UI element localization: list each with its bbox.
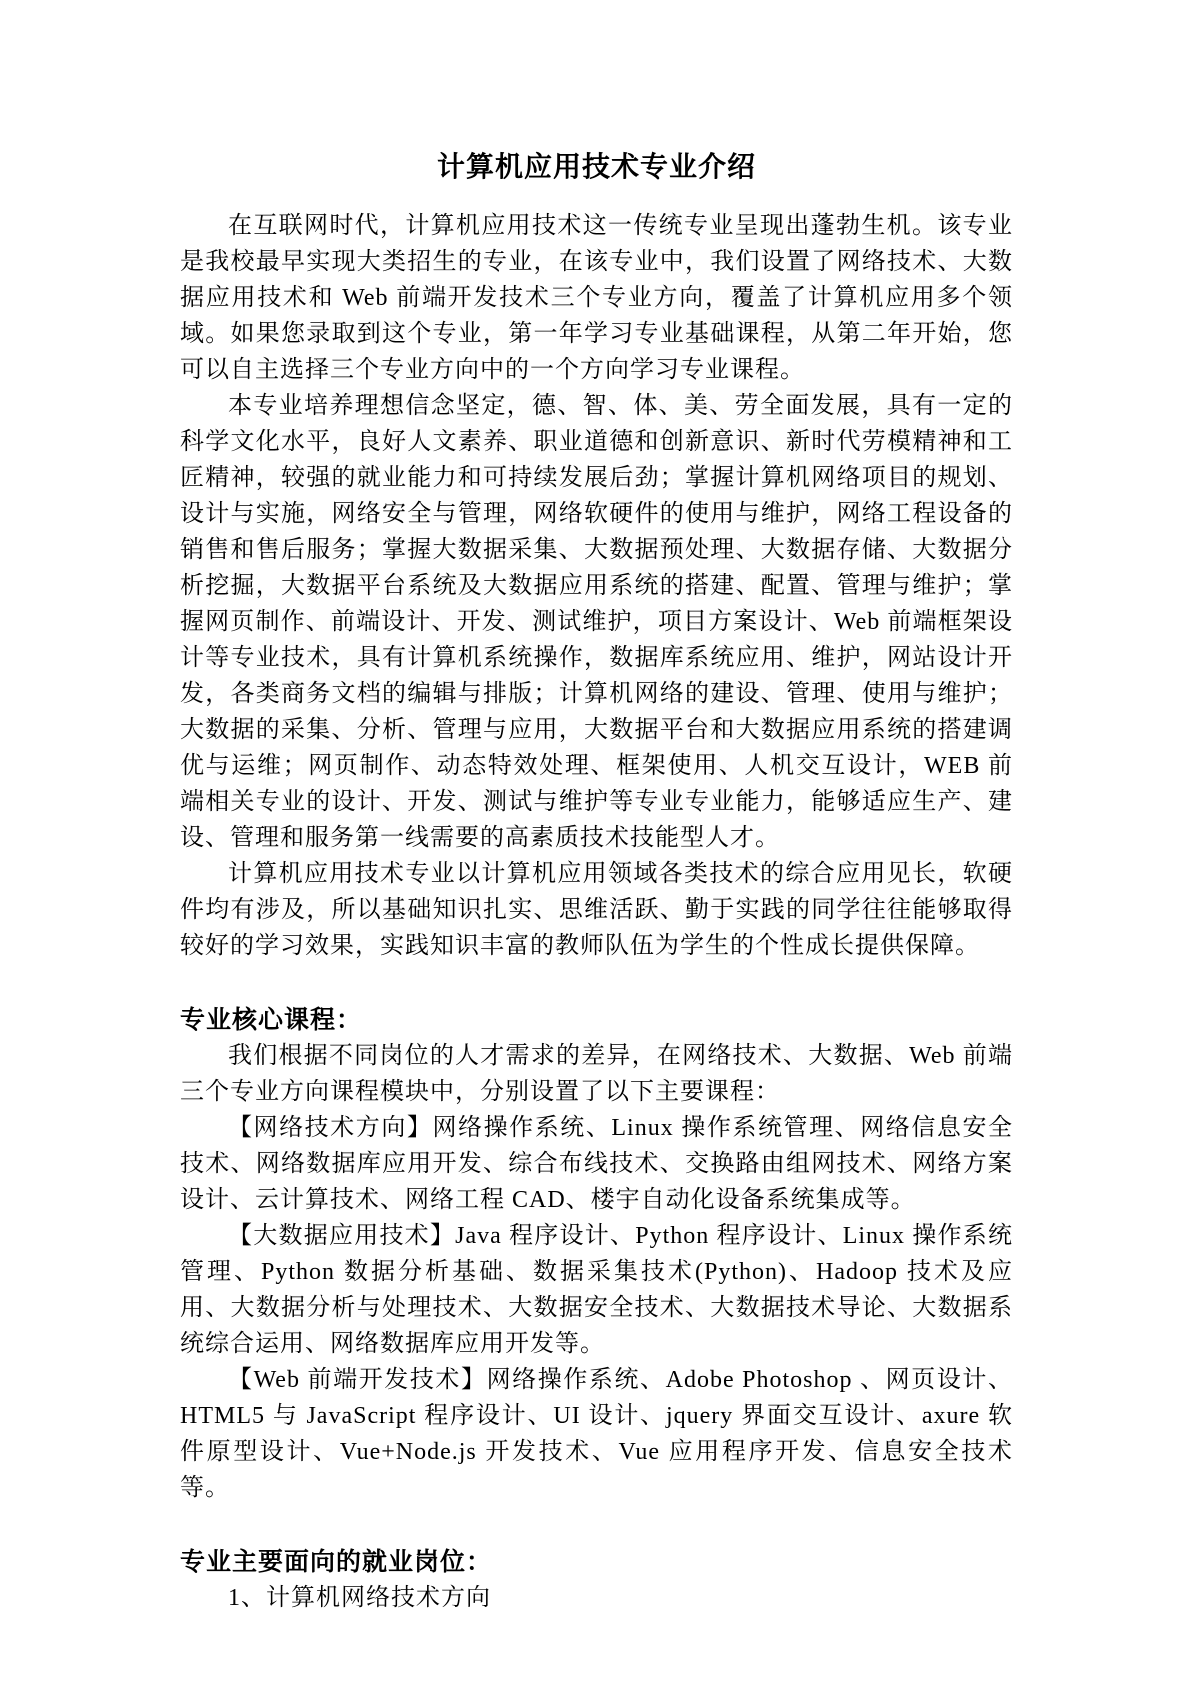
document-title: 计算机应用技术专业介绍: [436, 152, 756, 183]
core-courses-intro-paragraph: 我们根据不同岗位的人才需求的差异，在网络技术、大数据、Web 前端三个专业方向课程模块中，分别设置了以下主要课程：: [180, 1043, 1013, 1105]
section-heading-core-courses: 专业核心课程：: [180, 1006, 363, 1034]
intro-paragraph-strengths: 计算机应用技术专业以计算机应用领域各类技术的综合应用见长，软硬件均有涉及，所以基础知识扎实、思维活跃、勤于实践的同学往往能够取得较好的学习效果，实践知识丰富的教师队伍为学生的个性成长提供保障。: [180, 861, 1013, 959]
intro-paragraph-training-goals: 本专业培养理想信念坚定，德、智、体、美、劳全面发展，具有一定的科学文化水平，良好人文素养、职业道德和创新意识、新时代劳模精神和工匠精神，较强的就业能力和可持续发展后劲；掌握计算机网络项目的规划、设计与实施，网络安全与管理，网络软硬件的使用与维护，网络工程设备的销售和售后服务；掌握大数据采集、大数据预处理、大数据存储、大数据分析挖掘，大数据平台系统及大数据应用系统的搭建、配置、管理与维护；掌握网页制作、前端设计、开发、测试维护，项目方案设计、Web 前端框架设计等专业技术，具有计算机系统操作，数据库系统应用、维护，网站设计开发，各类商务文档的编辑与排版；计算机网络的建设、管理、使用与维护；大数据的采集、分析、管理与应用，大数据平台和大数据应用系统的搭建调优与运维；网页制作、动态特效处理、框架使用、人机交互设计，WEB 前端相关专业的设计、开发、测试与维护等专业专业能力，能够适应生产、建设、管理和服务第一线需要的高素质技术技能型人才。: [180, 393, 1013, 851]
core-courses-web-direction-paragraph: 【Web 前端开发技术】网络操作系统、Adobe Photoshop 、网页设计、HTML5 与 JavaScript 程序设计、UI 设计、jquery 界面交互设计、axure 软件原型设计、Vue+Node.js 开发技术、Vue 应用程序开发、信息安全技术等。: [180, 1367, 1013, 1501]
job-position-item-network: 1、计算机网络技术方向: [228, 1585, 491, 1611]
intro-paragraph-overview: 在互联网时代，计算机应用技术这一传统专业呈现出蓬勃生机。该专业是我校最早实现大类招生的专业，在该专业中，我们设置了网络技术、大数据应用技术和 Web 前端开发技术三个专业方向，覆盖了计算机应用多个领域。如果您录取到这个专业，第一年学习专业基础课程，从第二年开始，您可以自主选择三个专业方向中的一个方向学习专业课程。: [180, 213, 1013, 383]
core-courses-bigdata-direction-paragraph: 【大数据应用技术】Java 程序设计、Python 程序设计、Linux 操作系统管理、Python 数据分析基础、数据采集技术(Python)、Hadoop 技术及应用、大数据分析与处理技术、大数据安全技术、大数据技术导论、大数据系统综合运用、网络数据库应用开发等。: [180, 1223, 1013, 1357]
section-heading-job-positions: 专业主要面向的就业岗位：: [180, 1548, 493, 1576]
core-courses-network-direction-paragraph: 【网络技术方向】网络操作系统、Linux 操作系统管理、网络信息安全技术、网络数据库应用开发、综合布线技术、交换路由组网技术、网络方案设计、云计算技术、网络工程 CAD、楼宇自动化设备系统集成等。: [180, 1115, 1013, 1213]
